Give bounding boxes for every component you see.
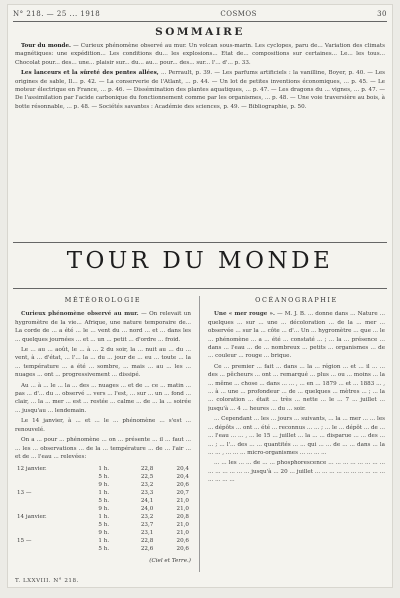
article-text: Le ... au ... août, le ... à ... 2 du soir, la ... nuit au ... du ... vent, à ... d'état, ... l'... la ... du ... jour de ... eu ... toute ... la ... température ... a été ... sombre, ... mais ... au ... les ... nuages ... ont ... progressivement ... dissipé. [15, 347, 191, 379]
table-row [15, 473, 191, 481]
table-cell: 20,6 [176, 546, 189, 553]
table-cell: 20,6 [176, 482, 189, 489]
table-cell: 9 h. [98, 530, 110, 537]
header-rule [13, 21, 387, 22]
sommaire-text: ... Perrault, p. 39. — Les parfums artificiels : la vanilline, Boyer, p. 40. — Les origines de sable, Il... p. 42. — La conserverie de l'Atlant, ... p. 44. — Un lot de petites inventions économiques, ... p. 45. — Le moteur électrique en France, ... p. 46. — Dissémination des plantes aquatiques, ... p. 47. — Les dragons du ... vignes, ... p. 47. — De l'assimilation par l'acide carbonique du fonctionnement comme par les organismes, ... p. 48. — Une voie traversière au bois, à botte résonnable, ... p. 48. — Sociétés savantes : Académie des sciences, p. 49. — Bibliographie, p. 50. [15, 70, 385, 110]
table-cell: 24,1 [140, 498, 154, 505]
article-text: ... Cependant ... les ... jours ... suivants, ... la ... mer ... ... les ... dépôts ... ont ... été ... reconnus ... ... ; ... le ... dépôt ... de ... ... l'eau ... ... , ... le 15 ... juillet ... la ... ... disparue ... ... des ... ... ; ... l'... des ... ... quantités ... ... qui ... ... de ... ... dans ... la ... ... , ... ... ... micro-organismes ... ... ... ... [208, 416, 385, 456]
table-cell [15, 497, 88, 505]
article-paragraph [15, 346, 191, 380]
table-cell: 5 h. [98, 474, 110, 481]
issue-number: N° 218. — 25 ... 1918 [13, 10, 101, 18]
article-text: Le 14 janvier, à ... et ... le ... phénomène ... s'est ... renouvelé. [15, 418, 191, 433]
table-cell: 22,5 [140, 474, 154, 481]
article-text: Ce ... premier ... fait ... dans ... la ... région ... et ... il ... ... des ... pêcheurs ... ont ... remarqué ... plus ... ou ... moins ... la ... même ... chose ... dans ... ... , ... en ... 1879 ... et ... 1883 ... , ... à ... une ... profondeur ... de ... quelques ... mètres ... ; ... la ... coloration ... était ... très ... nette ... le ... 7 ... juillet ... jusqu'à ... 4 ... heures ... du ... soir. [208, 363, 385, 412]
section-rule [13, 288, 387, 289]
journal-name: COSMOS [220, 10, 257, 18]
table-cell: 20,4 [176, 474, 189, 481]
table-cell: 21,0 [176, 506, 189, 513]
table-cell: 14 janvier. [17, 514, 47, 521]
sommaire-body [15, 42, 385, 240]
table-row [15, 537, 191, 545]
oceanography-heading: OCÉANOGRAPHIE [255, 296, 338, 304]
sommaire-title: SOMMAIRE [155, 26, 245, 38]
article-paragraph [208, 459, 385, 484]
sommaire-paragraph [15, 42, 385, 67]
table-row [15, 465, 191, 473]
table-cell [15, 473, 88, 481]
table-cell: 23,3 [140, 490, 154, 497]
article-text: Au ... à ... le ... la ... des ... nuages ... et de ... ce ... matin ... pas ... d'... du ... observé ... vers ... l'est, ... sur ... un ... fond ... clair, ... la ... mer ... est ... restée ... calme ... de ... la ... soirée ... jusqu'au ... lendemain. [15, 382, 191, 414]
column-separator [199, 296, 200, 572]
observations-table [15, 465, 191, 553]
right-column [208, 296, 385, 572]
article-paragraph [208, 363, 385, 413]
journal-page [7, 4, 393, 588]
sommaire-lead: Tour du monde. [21, 43, 71, 49]
article-text: On a ... pour ... phénomène ... on ... présente ... il ... faut ... ... les ... observations ... de la ... température ... de ... l'air ... et de ... l'eau ... relevées: [15, 437, 191, 460]
table-cell: 23,2 [140, 482, 154, 489]
table-cell [15, 529, 88, 537]
table-row [15, 497, 191, 505]
sommaire-rule [13, 242, 387, 243]
table-cell: 21,0 [176, 498, 189, 505]
page-footer: T. LXXVIII. N° 218. [15, 578, 79, 584]
table-cell: 9 h. [98, 506, 110, 513]
section-title: TOUR DU MONDE [66, 248, 334, 274]
table-cell [15, 505, 88, 513]
table-row [15, 513, 191, 521]
page-number: 30 [377, 10, 387, 18]
table-cell: 23,2 [140, 514, 154, 521]
table-cell: 5 h. [98, 498, 110, 505]
article-lead: Curieux phénomène observé au mur. [21, 311, 139, 318]
table-cell: 1 h. [98, 514, 110, 521]
table-cell: 22,8 [140, 466, 154, 473]
table-cell [15, 481, 88, 489]
table-cell: 23,7 [140, 522, 154, 529]
table-cell: 13 — [17, 490, 32, 497]
article-paragraph [208, 310, 385, 360]
table-row [15, 489, 191, 497]
article-text: — On relevait un hygromètre de la vie... Afrique, une nature temporaire de... La corde de ... a été ... le ... vent du ... nord ... et ... dans les ... quelques journées ... et ... un ... petit ... d'ordre ... froid. [15, 311, 191, 343]
table-cell: 22,8 [140, 538, 154, 545]
table-row [15, 521, 191, 529]
table-cell: 21,0 [176, 522, 189, 529]
table-cell: 23,1 [140, 530, 154, 537]
sommaire-lead: Les lanceurs et la sûreté des pentes allées, [21, 70, 159, 77]
table-cell: 1 h. [98, 466, 110, 473]
table-cell: 21,0 [176, 530, 189, 537]
table-cell: 12 janvier. [17, 466, 47, 473]
table-cell [15, 521, 88, 529]
article-paragraph [208, 415, 385, 457]
sommaire-text: — Curieux phénomène observé au mur. Un volcan sous-marin. Les cyclopes, paru de... Variation des climats magnétiques: une expédition... Les conditions du... les explosions... Etat de... compositions sur certaines... Le... les tous... Chocolat pour... des... une... plaisir sur... du... au... pour... des... sur... l'... d'... p. 33. [15, 43, 385, 66]
table-cell: 1 h. [98, 490, 110, 497]
table-cell: 9 h. [98, 482, 110, 489]
table-cell: 20,7 [176, 490, 189, 497]
table-cell: 22,6 [140, 546, 154, 553]
table-cell: 5 h. [98, 546, 110, 553]
article-text: ... ... les ... ... de ... ... phosphorescence ... ... ... ... ... ... ... ... ... ... ... ... ... ... jusqu'à ... 20 ... juillet ... ... ... ... ... ... ... ... ... ... ... ... ... ... [208, 460, 385, 484]
sommaire-paragraph [15, 69, 385, 110]
table-cell: 5 h. [98, 522, 110, 529]
table-row [15, 545, 191, 553]
running-header [13, 8, 387, 20]
article-lead: Une « mer rouge ». [214, 311, 275, 318]
left-column [15, 296, 191, 572]
table-cell: 20,8 [176, 514, 189, 521]
article-paragraph [15, 382, 191, 416]
table-row [15, 481, 191, 489]
table-cell: 20,6 [176, 538, 189, 545]
table-cell: 24,0 [140, 506, 154, 513]
meteorology-heading: MÉTÉOROLOGIE [64, 296, 142, 304]
article-paragraph [15, 417, 191, 434]
table-cell: 20,4 [176, 466, 189, 473]
article-text: — M. J. B. ... donne dans ... Nature ... quelques ... sur ... une ... décoloration ... de la ... mer ... observée ... sur la ... côte ... d'... Un ... hygromètre ... que ... le ... phénomène ... a ... été ... constaté ... ; ... la ... présence ... dans ... l'eau ... de ... nombreux ... petits ... organismes ... de ... couleur ... rouge ... brique. [208, 311, 385, 360]
article-source: (Ciel et Terre.) [149, 558, 191, 565]
table-cell: 15 — [17, 538, 32, 545]
article-paragraph [15, 436, 191, 461]
table-row [15, 529, 191, 537]
table-cell [15, 545, 88, 553]
table-row [15, 505, 191, 513]
table-cell: 1 h. [98, 538, 110, 545]
article-paragraph [15, 310, 191, 344]
